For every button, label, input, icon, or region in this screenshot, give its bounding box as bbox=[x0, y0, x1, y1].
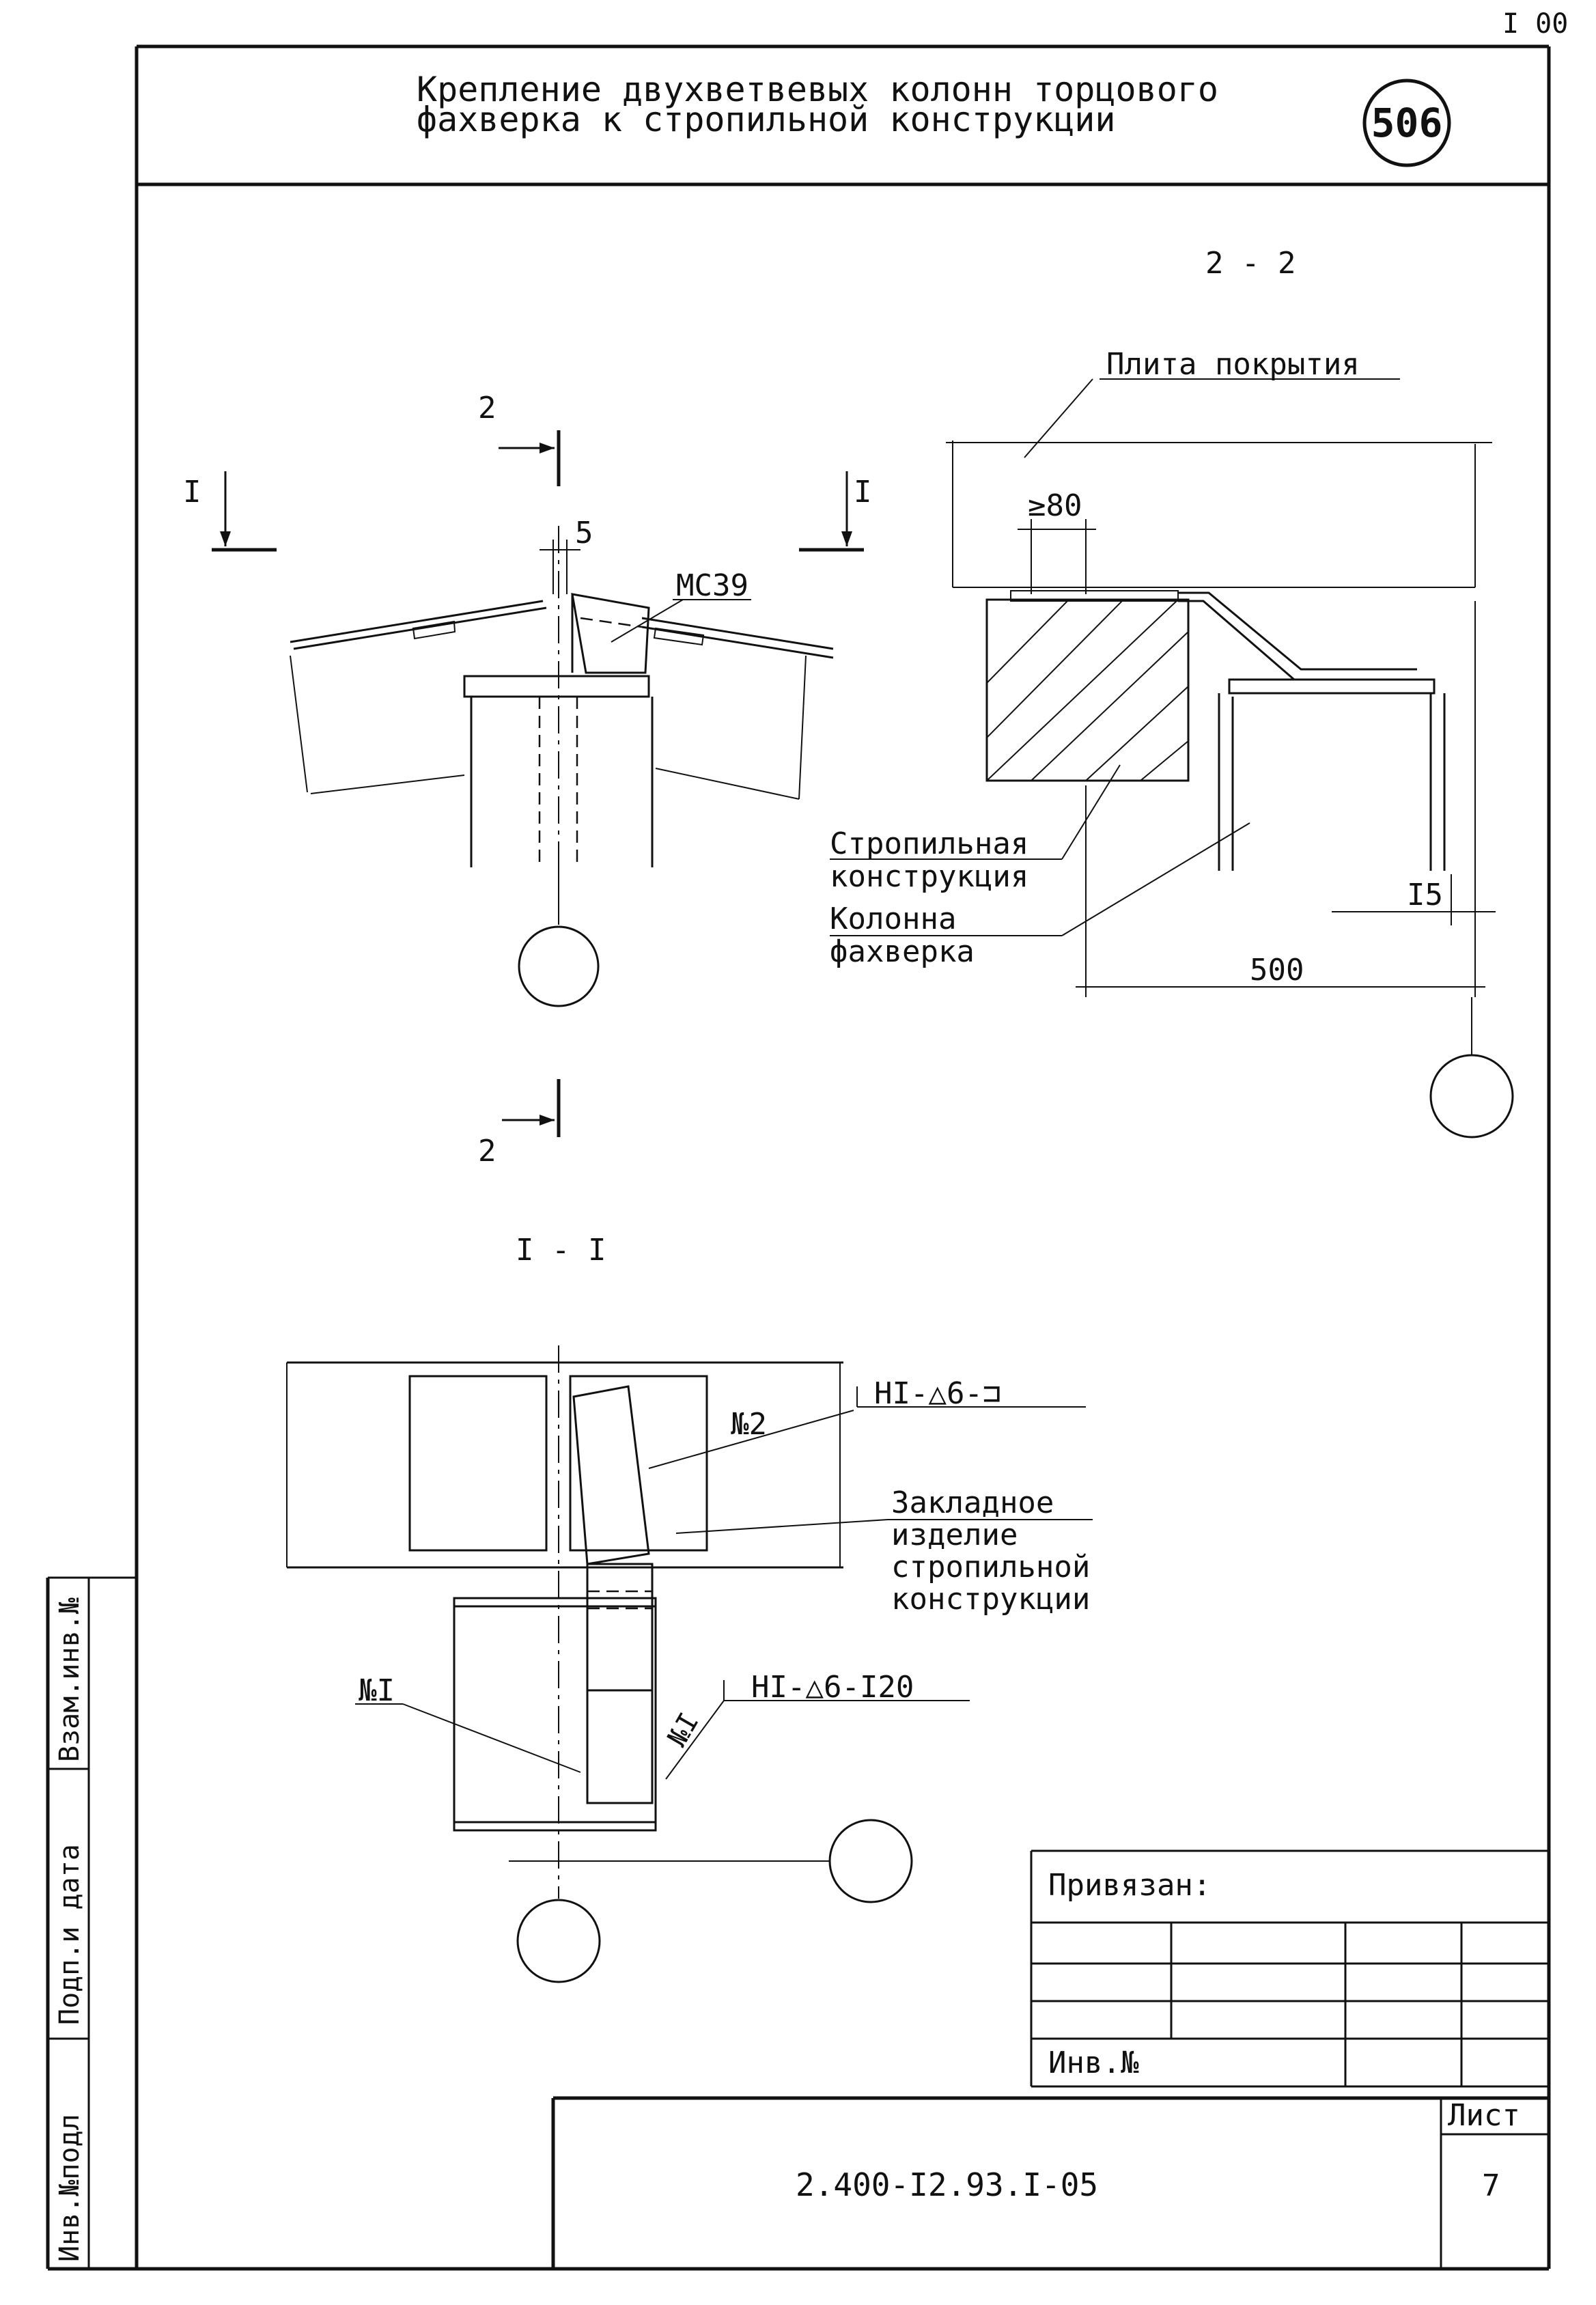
cut-mark-1-left: I bbox=[183, 475, 201, 509]
stamp-cell-2: Подп.и дата bbox=[54, 1844, 85, 2025]
axis-marker-circle-3 bbox=[518, 1900, 600, 1982]
title-line-1: Крепление двухветвевых колонн торцового bbox=[417, 70, 1218, 109]
stamp-cell-3: Инв.№подл bbox=[54, 2114, 85, 2262]
plan-view bbox=[183, 391, 872, 1169]
label-embedded-3: стропильной bbox=[891, 1550, 1091, 1584]
label-embedded-2: изделие bbox=[891, 1518, 1018, 1552]
weld-top: HI-△6-⊐ bbox=[874, 1376, 1001, 1411]
axis-marker-circle bbox=[519, 927, 598, 1006]
dim-80: ≥80 bbox=[1028, 488, 1082, 523]
bound-label: Привязан: bbox=[1048, 1868, 1212, 1903]
cut-mark-2-bottom: 2 bbox=[478, 1134, 496, 1169]
title-block-top bbox=[417, 70, 1449, 165]
weld-bottom: HI-△6-I20 bbox=[751, 1670, 914, 1705]
title-line-2: фахверка к стропильной конструкции bbox=[417, 100, 1116, 139]
section-2-2 bbox=[830, 246, 1513, 1137]
section-1-1-caption: I - I bbox=[516, 1233, 606, 1268]
label-embedded-4: конструкции bbox=[891, 1582, 1091, 1617]
truss-hatch bbox=[987, 600, 1188, 781]
title-block-bottom bbox=[553, 1851, 1549, 2269]
axis-marker-circle-2 bbox=[1431, 1055, 1513, 1137]
label-slab: Плита покрытия bbox=[1106, 347, 1360, 382]
label-column-2: фахверка bbox=[830, 934, 975, 969]
label-embedded-1: Закладное bbox=[891, 1485, 1054, 1520]
dim-500: 500 bbox=[1250, 953, 1304, 988]
side-stamp bbox=[48, 1578, 137, 2269]
corner-mark: I 00 bbox=[1502, 8, 1569, 40]
node-number: 506 bbox=[1371, 100, 1443, 146]
cut-mark-2-top: 2 bbox=[478, 391, 496, 425]
axis-marker-circle-4 bbox=[830, 1820, 912, 1902]
cut-mark-1-right: I bbox=[854, 475, 872, 509]
label-no1-diag: №I bbox=[661, 1707, 705, 1752]
inv-label: Инв.№ bbox=[1048, 2045, 1139, 2080]
label-column-1: Колонна bbox=[830, 902, 957, 936]
label-no1: №I bbox=[359, 1673, 395, 1708]
sheet-label: Лист bbox=[1448, 2098, 1520, 2133]
doc-code: 2.400-I2.93.I-05 bbox=[796, 2166, 1099, 2203]
stamp-cell-1: Взам.инв.№ bbox=[54, 1597, 85, 1762]
section-1-1 bbox=[287, 1233, 1093, 1982]
dim-15: I5 bbox=[1407, 878, 1443, 912]
label-no2: №2 bbox=[731, 1407, 767, 1442]
label-truss-1: Стропильная bbox=[830, 826, 1029, 861]
section-2-2-caption: 2 - 2 bbox=[1205, 246, 1296, 281]
label-mc39: МС39 bbox=[676, 568, 748, 603]
sheet-number: 7 bbox=[1482, 2168, 1500, 2203]
label-truss-2: конструкция bbox=[830, 859, 1029, 894]
dim-5: 5 bbox=[575, 516, 593, 550]
